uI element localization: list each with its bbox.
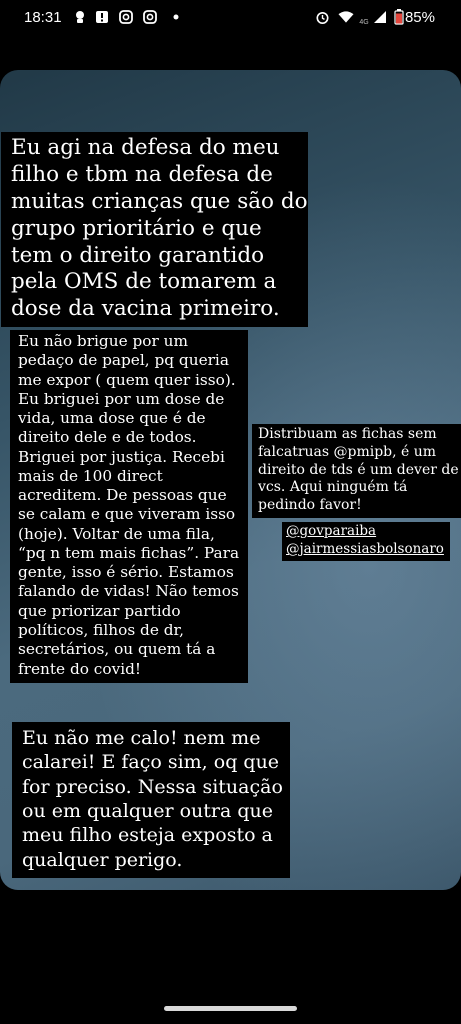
app-notification-icon [72, 9, 88, 25]
instagram-icon [118, 9, 134, 25]
text-block-tickets: Distribuam as fichas sem falcatruas @pmipb, é um direito de tds é um dever de vcs. Aqui ninguém tá pedindo favor! [252, 424, 461, 518]
alarm-icon [314, 9, 330, 25]
mention-jairmessiasbolsonaro[interactable]: @jairmessiasbolsonaro [286, 541, 444, 558]
alert-notification-icon [94, 9, 110, 25]
network-type-label: 4G [359, 18, 369, 26]
mentions-block [282, 522, 450, 561]
instagram-icon [142, 9, 158, 25]
status-time: 18:31 [24, 9, 62, 26]
text-block-justice: Eu não brigue por um pedaço de papel, pq queria me expor ( quem quer isso). Eu briguei por um dose de vida, uma dose que é de direito dele e de todos. Briguei por justiça. Recebi mais de 100 direct acreditem. De pessoas que se calam e que viveram isso (hoje). Voltar de uma fila, “pq n tem mais fichas”. Para gente, isso é sério. Estamos falando de vidas! Não temos que priorizar partido políticos, filhos de dr, secretários, ou quem tá a frente do covid! [10, 330, 248, 683]
text-block-defense: Eu agi na defesa do meu filho e tbm na defesa de muitas crianças que são do grupo prioritário e que tem o direito garantido pela OMS de tomarem a dose da vacina primeiro. [1, 132, 308, 327]
wifi-icon [338, 9, 354, 25]
signal-icon [372, 9, 388, 25]
battery-percent: 85% [404, 9, 435, 26]
mention-govparaiba[interactable]: @govparaiba [286, 523, 377, 539]
more-notifications-icon [168, 9, 184, 25]
text-block-not-silent: Eu não me calo! nem me calarei! E faço sim, oq que for preciso. Nessa situação ou em qualquer outra que meu filho esteja exposto a qualquer perigo. [12, 722, 290, 878]
gesture-navigation-handle[interactable] [164, 1006, 297, 1011]
story-image [0, 70, 461, 890]
status-bar [0, 0, 461, 36]
